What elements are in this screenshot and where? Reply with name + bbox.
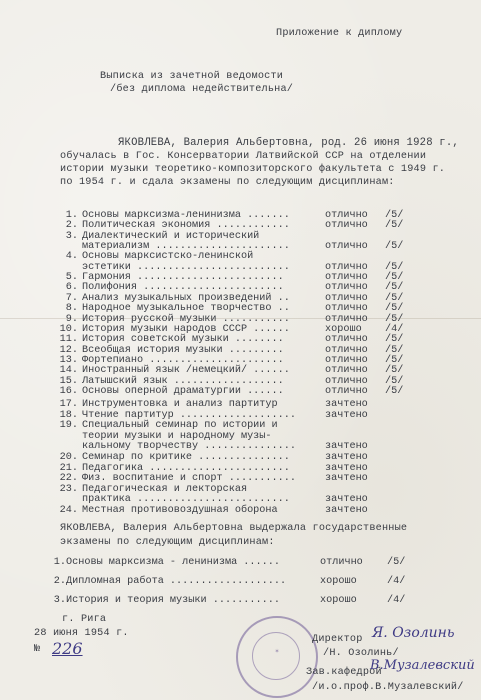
exam-mark: /5/ xyxy=(385,272,404,284)
credit-name: Педагогика ....................... xyxy=(82,462,290,474)
exam-grade: отлично xyxy=(325,261,368,273)
exam-mark: /5/ xyxy=(385,375,404,387)
exam-name: Основы марксизма-ленинизма ....... xyxy=(82,210,290,221)
exam-mark: /5/ xyxy=(385,344,404,356)
state-exam-grade: отлично xyxy=(320,557,363,568)
exam-number: 4. xyxy=(65,251,78,263)
exam-mark: /5/ xyxy=(385,334,404,346)
credit-number: 24. xyxy=(59,505,78,516)
state-exam-grade: хорошо xyxy=(320,595,357,606)
credit-grade: зачтено xyxy=(325,452,368,463)
exam-grade: отлично xyxy=(325,375,368,387)
exam-name: Народное музыкальное творчество .. xyxy=(82,303,290,315)
state-exam-number: 3. xyxy=(53,595,66,606)
state-exam-mark: /4/ xyxy=(387,576,406,587)
exam-name: Основы марксистско-ленинской xyxy=(82,251,254,263)
exam-grade: отлично xyxy=(325,210,368,221)
exam-name: История советской музыки ........ xyxy=(82,334,284,346)
exam-grade: отлично xyxy=(325,344,368,356)
exam-name: Гармония ........................ xyxy=(82,272,284,284)
credit-grade: зачтено xyxy=(325,399,368,410)
credit-number: 21. xyxy=(59,462,78,474)
reg-number: 226 xyxy=(52,639,83,658)
exam-grade: отлично xyxy=(325,272,368,284)
exam-grade: отлично xyxy=(325,303,368,315)
exam-number: 15. xyxy=(59,375,78,387)
credit-grade: зачтено xyxy=(325,441,368,453)
state-exam-mark: /5/ xyxy=(387,557,406,568)
exam-name: Полифония ....................... xyxy=(82,282,284,294)
exam-mark: /5/ xyxy=(385,210,404,221)
state-exam-mark: /4/ xyxy=(387,595,406,606)
director-label: Директор xyxy=(312,634,363,645)
exam-name: Иностранный язык /немецкий/ ...... xyxy=(82,365,290,377)
exam-grade: отлично xyxy=(325,241,368,253)
head-signature: В.Музалевский xyxy=(370,658,475,673)
exam-mark: /5/ xyxy=(385,365,404,377)
exam-mark: /5/ xyxy=(385,261,404,273)
exam-mark: /4/ xyxy=(385,323,404,335)
state-intro-line-1: ЯКОВЛЕВА, Валерия Альбертовна выдержала государственные xyxy=(60,523,408,534)
exam-grade: отлично xyxy=(325,282,368,294)
exam-mark: /5/ xyxy=(385,303,404,315)
issue-date: 28 июня 1954 г. xyxy=(34,628,129,639)
credit-grade: зачтено xyxy=(325,409,368,421)
exam-number: 7. xyxy=(65,292,78,304)
credit-name: Педагогическая и лекторская xyxy=(82,483,248,495)
exam-name: Фортепиано ...................... xyxy=(82,354,284,366)
director-signature: Я. Озолинь xyxy=(372,625,455,641)
credit-number: 17. xyxy=(59,399,78,410)
exam-number: 11. xyxy=(59,334,78,346)
round-seal-stamp: ✶ xyxy=(236,616,318,698)
exam-grade: отлично xyxy=(325,313,368,325)
exam-number: 10. xyxy=(59,323,78,335)
annex-header: Приложение к диплому xyxy=(276,28,403,39)
credit-name: Семинар по критике ............... xyxy=(82,452,290,463)
exam-number: 3. xyxy=(65,230,78,242)
exam-number: 12. xyxy=(59,344,78,356)
exam-number: 14. xyxy=(59,365,78,377)
exam-mark: /5/ xyxy=(385,241,404,253)
city: г. Рига xyxy=(62,614,107,625)
credit-number: 18. xyxy=(59,409,78,421)
exam-mark: /5/ xyxy=(385,292,404,304)
exam-name: История русской музыки ........... xyxy=(82,313,290,325)
credit-name: Физ. воспитание и спорт ........... xyxy=(82,473,296,485)
state-intro-line-2: экзамены по следующим дисциплинам: xyxy=(60,537,275,548)
credit-number: 19. xyxy=(59,420,78,432)
intro-line-2: обучалась в Гос. Консерватории Латвийской ССР на отделении xyxy=(60,151,427,162)
exam-name: История музыки народов СССР ...... xyxy=(82,323,290,335)
document-title: Выписка из зачетной ведомости xyxy=(100,71,284,82)
exam-name: Латышский язык .................. xyxy=(82,375,284,387)
credit-name: Местная противовоздушная оборона xyxy=(82,505,278,516)
exam-number: 2. xyxy=(65,220,78,232)
exam-grade: отлично xyxy=(325,354,368,366)
exam-mark: /5/ xyxy=(385,313,404,325)
exam-number: 5. xyxy=(65,272,78,284)
state-exam-number: 1. xyxy=(53,557,66,568)
credit-grade: зачтено xyxy=(325,473,368,485)
credit-number: 23. xyxy=(59,483,78,495)
state-exam-grade: хорошо xyxy=(320,576,357,587)
exam-mark: /5/ xyxy=(385,354,404,366)
exam-grade: отлично xyxy=(325,334,368,346)
state-exam-name: История и теория музыки ........... xyxy=(66,595,280,606)
exam-name: Основы оперной драматургии ...... xyxy=(82,385,284,397)
exam-grade: отлично xyxy=(325,220,368,232)
intro-line-1: ЯКОВЛЕВА, Валерия Альбертовна, род. 26 июня 1928 г., xyxy=(118,137,459,149)
state-exam-name: Дипломная работа ................... xyxy=(66,576,287,587)
credit-name: кальному творчеству ............... xyxy=(82,441,296,453)
credit-grade: зачтено xyxy=(325,494,368,506)
exam-mark: /5/ xyxy=(385,282,404,294)
head-name: /и.о.проф.В.Музалевский/ xyxy=(312,682,464,693)
exam-grade: отлично xyxy=(325,292,368,304)
exam-grade: отлично xyxy=(325,385,368,397)
state-exam-name: Основы марксизма - ленинизма ...... xyxy=(66,557,280,568)
exam-grade: отлично xyxy=(325,365,368,377)
credit-name: Чтение партитур ................... xyxy=(82,409,296,421)
credit-name: Специальный семинар по истории и xyxy=(82,420,278,432)
credit-grade: зачтено xyxy=(325,462,368,474)
exam-mark: /5/ xyxy=(385,220,404,232)
exam-name: Анализ музыкальных произведений .. xyxy=(82,292,290,304)
intro-line-3: истории музыки теоретико-композиторского факультета с 1949 г. xyxy=(60,164,446,175)
exam-name: Всеобщая история музыки ......... xyxy=(82,344,284,356)
credit-name: практика ......................... xyxy=(82,494,290,506)
exam-name: Политическая экономия ............ xyxy=(82,220,290,232)
credit-grade: зачтено xyxy=(325,505,368,516)
exam-name: эстетики ......................... xyxy=(82,261,290,273)
exam-number: 13. xyxy=(59,354,78,366)
exam-grade: хорошо xyxy=(325,323,362,335)
exam-name: материализм ...................... xyxy=(82,241,290,253)
exam-number: 8. xyxy=(65,303,78,315)
state-exam-number: 2. xyxy=(53,576,66,587)
exam-number: 16. xyxy=(59,385,78,397)
credit-name: теории музыки и народному музы- xyxy=(82,430,272,442)
intro-line-4: по 1954 г. и сдала экзамены по следующим дисциплинам: xyxy=(60,177,395,188)
exam-number: 6. xyxy=(65,282,78,294)
credit-name: Инструментовка и анализ партитур xyxy=(82,399,278,410)
credit-number: 20. xyxy=(59,452,78,463)
exam-mark: /5/ xyxy=(385,385,404,397)
exam-number: 9. xyxy=(65,313,78,325)
head-label: Зав.кафедрой xyxy=(306,667,382,678)
document-subtitle: /без диплома недействительна/ xyxy=(110,84,294,95)
credit-number: 22. xyxy=(59,473,78,485)
reg-prefix: № xyxy=(34,644,41,655)
director-name: /Н. Озолинь/ xyxy=(323,648,399,659)
exam-number: 1. xyxy=(65,210,78,221)
exam-name: Диалектический и исторический xyxy=(82,230,260,242)
